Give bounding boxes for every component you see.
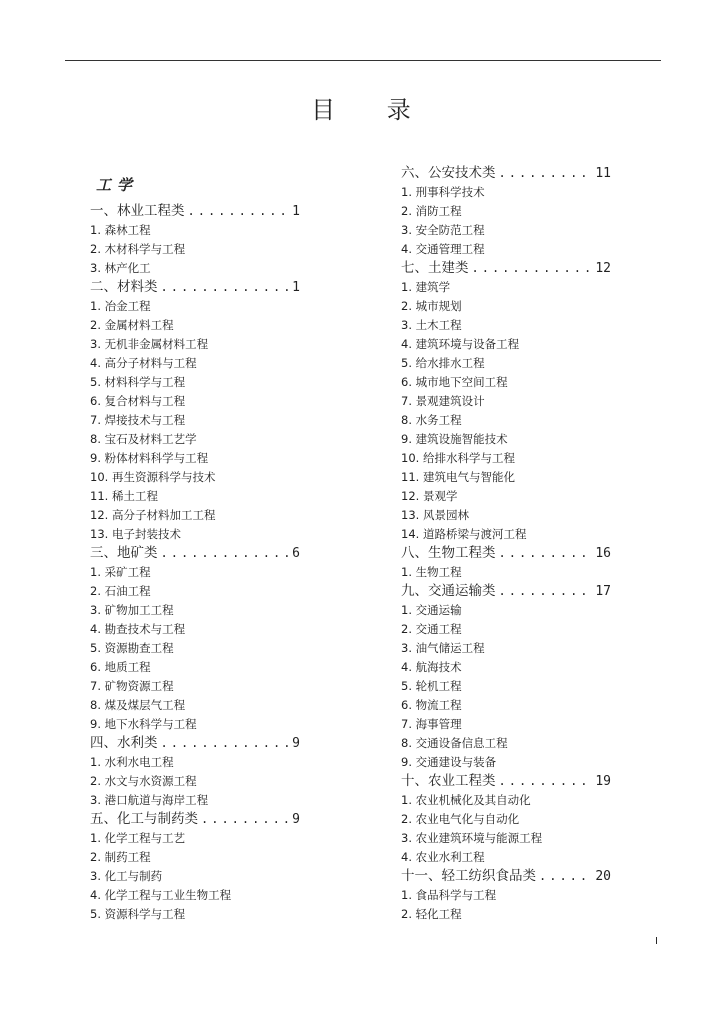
toc-item: [401, 430, 611, 449]
toc-section-entry[interactable]: [401, 772, 611, 791]
toc-entry-text: 1. 食品科学与工程: [401, 888, 497, 902]
toc-entry-text: 3. 林产化工: [90, 261, 151, 275]
toc-entry-text: 一、林业工程类: [90, 203, 185, 219]
toc-page-number: 1: [292, 280, 300, 295]
toc-entry-text: 3. 矿物加工工程: [90, 603, 174, 617]
toc-item: [401, 810, 611, 829]
toc-entry-text: 1. 建筑学: [401, 280, 451, 294]
toc-entry-text: 八、生物工程类: [401, 545, 496, 561]
toc-item: [90, 430, 300, 449]
toc-item: [90, 677, 300, 696]
toc-section-entry[interactable]: [401, 164, 611, 183]
toc-item: [401, 240, 611, 259]
toc-item: [401, 278, 611, 297]
dot-leader: [499, 164, 593, 183]
toc-item: [90, 449, 300, 468]
toc-item: [401, 848, 611, 867]
toc-entry-text: 11. 建筑电气与智能化: [401, 470, 515, 484]
toc-entry-text: 四、水利类: [90, 735, 158, 751]
toc-entry-text: 2. 轻化工程: [401, 907, 462, 921]
toc-page-number: 16: [595, 546, 611, 561]
toc-item: [90, 506, 300, 525]
toc-item: [90, 848, 300, 867]
toc-section-entry[interactable]: [90, 202, 300, 221]
toc-entry-text: 13. 风景园林: [401, 508, 469, 522]
toc-entry-text: 9. 粉体材料科学与工程: [90, 451, 209, 465]
toc-section-entry[interactable]: [401, 259, 611, 278]
toc-entry-text: 5. 资源科学与工程: [90, 907, 186, 921]
toc-item: [90, 905, 300, 924]
toc-entry-text: 3. 化工与制药: [90, 869, 163, 883]
toc-entry-text: 3. 港口航道与海岸工程: [90, 793, 209, 807]
toc-entry-text: 6. 物流工程: [401, 698, 462, 712]
toc-entry-text: 1. 采矿工程: [90, 565, 151, 579]
toc-entry-text: 2. 木材科学与工程: [90, 242, 186, 256]
toc-entry-text: 五、化工与制药类: [90, 811, 198, 827]
toc-entry-text: 8. 宝石及材料工艺学: [90, 432, 197, 446]
toc-item: [90, 525, 300, 544]
toc-page-number: 20: [595, 869, 611, 884]
toc-entry-text: 6. 城市地下空间工程: [401, 375, 508, 389]
toc-item: [90, 468, 300, 487]
page-title: 目 录: [311, 96, 433, 124]
toc-entry-text: 7. 景观建筑设计: [401, 394, 485, 408]
toc-entry-text: 3. 无机非金属材料工程: [90, 337, 209, 351]
toc-entry-text: 2. 金属材料工程: [90, 318, 174, 332]
toc-entry-text: 2. 城市规划: [401, 299, 462, 313]
toc-entry-text: 十、农业工程类: [401, 773, 496, 789]
toc-section-entry[interactable]: [90, 810, 300, 829]
toc-entry-text: 2. 农业电气化与自动化: [401, 812, 520, 826]
toc-entry-text: 3. 油气储运工程: [401, 641, 485, 655]
toc-entry-text: 1. 冶金工程: [90, 299, 151, 313]
toc-entry-text: 2. 制药工程: [90, 850, 151, 864]
dot-leader: [499, 544, 593, 563]
toc-section-entry[interactable]: [401, 582, 611, 601]
dot-leader: [188, 202, 290, 221]
toc-item: [401, 202, 611, 221]
toc-item: [90, 620, 300, 639]
toc-entry-text: 8. 交通设备信息工程: [401, 736, 508, 750]
toc-entry-text: 二、材料类: [90, 279, 158, 295]
toc-item: [90, 354, 300, 373]
toc-page-number: 9: [292, 812, 300, 827]
toc-entry-text: 9. 交通建设与装备: [401, 755, 497, 769]
toc-page-number: 19: [595, 774, 611, 789]
toc-item: [401, 335, 611, 354]
toc-entry-text: 5. 资源勘查工程: [90, 641, 174, 655]
toc-entry-text: 7. 海事管理: [401, 717, 462, 731]
toc-entry-text: 3. 土木工程: [401, 318, 462, 332]
toc-item: [401, 886, 611, 905]
toc-left-column: [90, 202, 300, 924]
toc-entry-text: 13. 电子封装技术: [90, 527, 181, 541]
toc-entry-text: 6. 地质工程: [90, 660, 151, 674]
toc-entry-text: 1. 水利水电工程: [90, 755, 174, 769]
toc-entry-text: 1. 农业机械化及其自动化: [401, 793, 531, 807]
dot-leader: [472, 259, 593, 278]
toc-item: [401, 715, 611, 734]
toc-section-entry[interactable]: [401, 867, 611, 886]
toc-entry-text: 5. 轮机工程: [401, 679, 462, 693]
toc-entry-text: 2. 交通工程: [401, 622, 462, 636]
toc-entry-text: 4. 建筑环境与设备工程: [401, 337, 520, 351]
toc-entry-text: 8. 煤及煤层气工程: [90, 698, 186, 712]
toc-item: [90, 658, 300, 677]
toc-item: [90, 639, 300, 658]
toc-item: [401, 829, 611, 848]
toc-entry-text: 1. 化学工程与工艺: [90, 831, 186, 845]
toc-item: [90, 259, 300, 278]
toc-item: [90, 715, 300, 734]
toc-item: [401, 791, 611, 810]
toc-item: [90, 753, 300, 772]
toc-item: [90, 240, 300, 259]
toc-item: [401, 297, 611, 316]
toc-page-number: 9: [292, 736, 300, 751]
toc-item: [401, 392, 611, 411]
toc-item: [90, 886, 300, 905]
toc-page-number: 12: [595, 261, 611, 276]
toc-item: [90, 563, 300, 582]
toc-item: [90, 791, 300, 810]
toc-section-entry[interactable]: [90, 544, 300, 563]
toc-item: [90, 392, 300, 411]
toc-item: [90, 411, 300, 430]
toc-item: [401, 506, 611, 525]
toc-item: [401, 601, 611, 620]
toc-entry-text: 4. 交通管理工程: [401, 242, 485, 256]
toc-entry-text: 1. 交通运输: [401, 603, 462, 617]
toc-entry-text: 十一、轻工纺织食品类: [401, 868, 536, 884]
toc-entry-text: 1. 刑事科学技术: [401, 185, 485, 199]
dot-leader: [161, 278, 290, 297]
toc-entry-text: 4. 勘查技术与工程: [90, 622, 186, 636]
toc-item: [90, 582, 300, 601]
dot-leader: [201, 810, 289, 829]
toc-entry-text: 11. 稀土工程: [90, 489, 158, 503]
toc-entry-text: 三、地矿类: [90, 545, 158, 561]
toc-entry-text: 7. 矿物资源工程: [90, 679, 174, 693]
toc-entry-text: 4. 化学工程与工业生物工程: [90, 888, 232, 902]
toc-section-entry[interactable]: [90, 734, 300, 753]
toc-item: [90, 335, 300, 354]
toc-entry-text: 2. 水文与水资源工程: [90, 774, 197, 788]
toc-page-number: 17: [595, 584, 611, 599]
toc-entry-text: 1. 生物工程: [401, 565, 462, 579]
toc-entry-text: 8. 水务工程: [401, 413, 462, 427]
toc-item: [401, 620, 611, 639]
toc-entry-text: 14. 道路桥梁与渡河工程: [401, 527, 527, 541]
dot-leader: [161, 734, 290, 753]
toc-entry-text: 10. 再生资源科学与技术: [90, 470, 216, 484]
toc-item: [90, 373, 300, 392]
toc-item: [401, 753, 611, 772]
toc-item: [401, 221, 611, 240]
toc-entry-text: 5. 给水排水工程: [401, 356, 485, 370]
toc-item: [401, 905, 611, 924]
toc-item: [90, 601, 300, 620]
toc-entry-text: 3. 农业建筑环境与能源工程: [401, 831, 543, 845]
header-rule: [65, 60, 661, 61]
dot-leader: [539, 867, 592, 886]
toc-item: [401, 411, 611, 430]
toc-item: [401, 487, 611, 506]
toc-entry-text: 10. 给排水科学与工程: [401, 451, 515, 465]
toc-item: [401, 639, 611, 658]
toc-item: [401, 525, 611, 544]
toc-item: [401, 658, 611, 677]
toc-entry-text: 七、土建类: [401, 260, 469, 276]
toc-entry-text: 4. 航海技术: [401, 660, 462, 674]
toc-entry-text: 六、公安技术类: [401, 165, 496, 181]
toc-item: [90, 316, 300, 335]
toc-entry-text: 5. 材料科学与工程: [90, 375, 186, 389]
toc-item: [90, 221, 300, 240]
toc-right-column: [401, 164, 611, 924]
toc-entry-text: 7. 焊接技术与工程: [90, 413, 186, 427]
dot-leader: [499, 772, 593, 791]
toc-item: [401, 183, 611, 202]
page-number: I: [655, 936, 658, 947]
toc-entry-text: 9. 地下水科学与工程: [90, 717, 197, 731]
toc-entry-text: 2. 消防工程: [401, 204, 462, 218]
toc-item: [401, 316, 611, 335]
toc-item: [90, 772, 300, 791]
toc-page-number: 6: [292, 546, 300, 561]
toc-section-entry[interactable]: [90, 278, 300, 297]
toc-item: [90, 696, 300, 715]
dot-leader: [161, 544, 290, 563]
toc-item: [401, 734, 611, 753]
toc-entry-text: 12. 景观学: [401, 489, 458, 503]
toc-item: [401, 468, 611, 487]
toc-item: [90, 487, 300, 506]
toc-entry-text: 九、交通运输类: [401, 583, 496, 599]
toc-item: [90, 867, 300, 886]
toc-entry-text: 1. 森林工程: [90, 223, 151, 237]
toc-entry-text: 12. 高分子材料加工工程: [90, 508, 216, 522]
toc-item: [401, 696, 611, 715]
toc-entry-text: 6. 复合材料与工程: [90, 394, 186, 408]
toc-item: [401, 354, 611, 373]
toc-entry-text: 9. 建筑设施智能技术: [401, 432, 508, 446]
dot-leader: [499, 582, 593, 601]
toc-item: [401, 373, 611, 392]
subject-heading: 工学: [96, 176, 139, 194]
toc-item: [401, 677, 611, 696]
toc-item: [401, 449, 611, 468]
toc-entry-text: 4. 高分子材料与工程: [90, 356, 197, 370]
toc-entry-text: 2. 石油工程: [90, 584, 151, 598]
toc-section-entry[interactable]: [401, 544, 611, 563]
toc-page-number: 1: [292, 204, 300, 219]
toc-page-number: 11: [595, 166, 611, 181]
toc-item: [90, 829, 300, 848]
toc-item: [401, 563, 611, 582]
toc-entry-text: 3. 安全防范工程: [401, 223, 485, 237]
toc-entry-text: 4. 农业水利工程: [401, 850, 485, 864]
toc-item: [90, 297, 300, 316]
